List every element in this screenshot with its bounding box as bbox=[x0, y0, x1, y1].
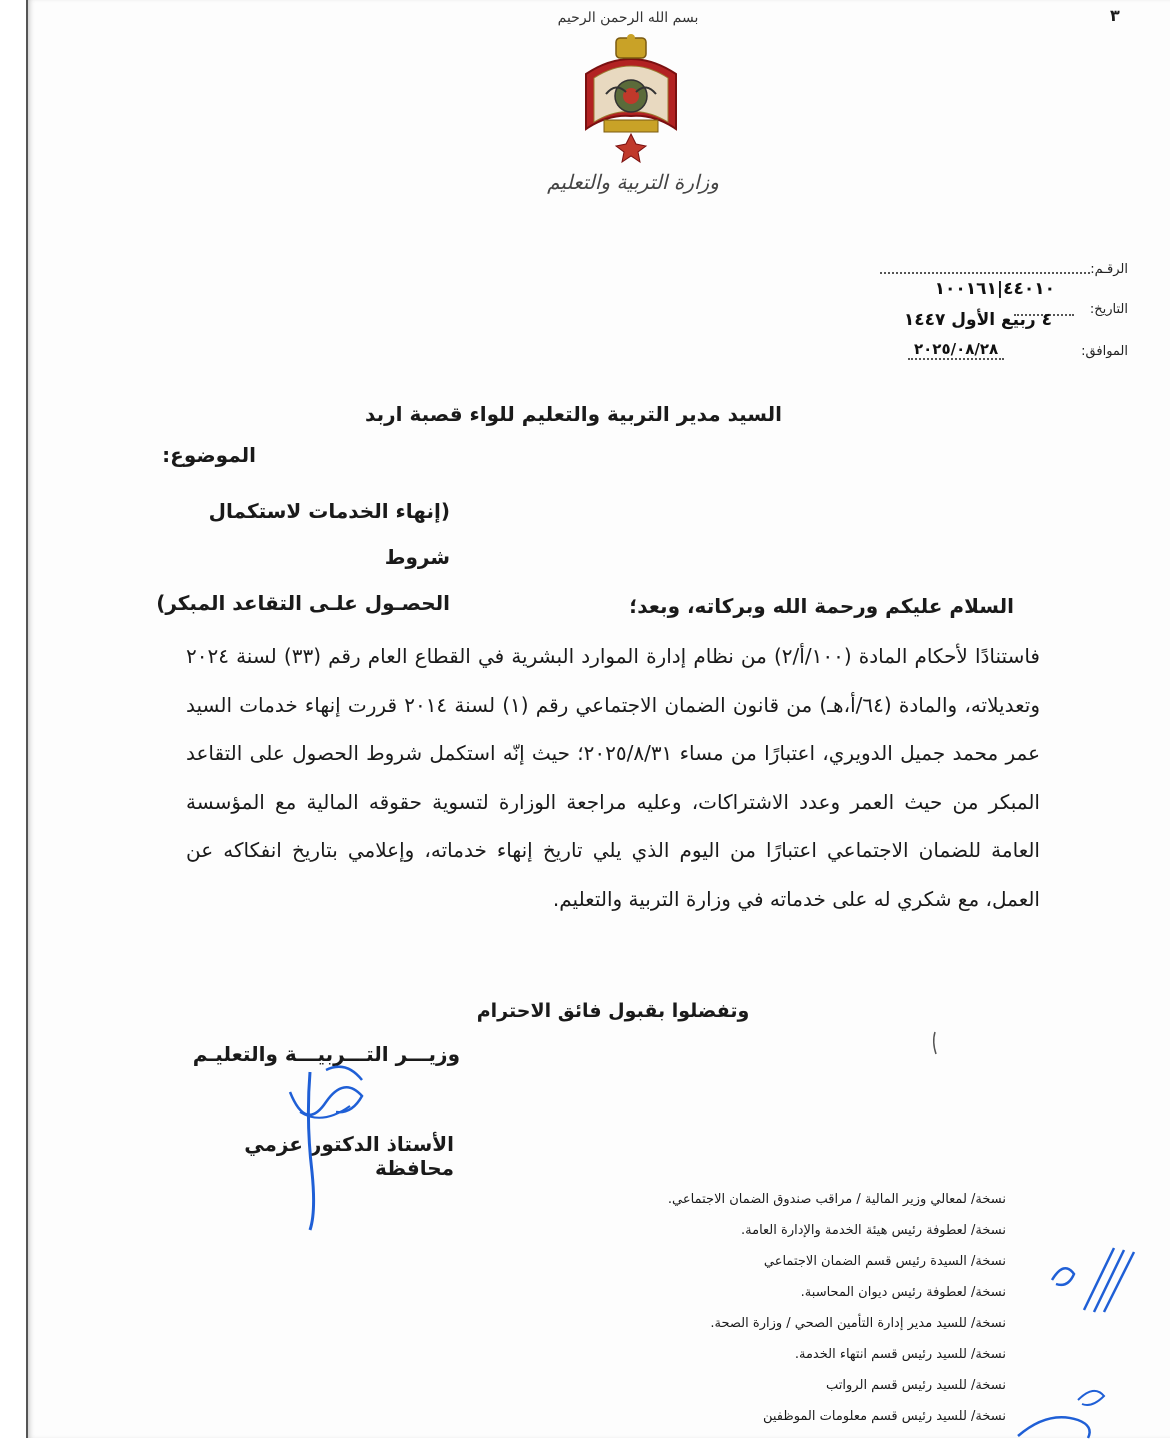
ministry-logo-text: وزارة التربية والتعليم bbox=[547, 170, 719, 194]
initials-signature-icon bbox=[1044, 1240, 1144, 1320]
pen-mark-icon bbox=[930, 1030, 940, 1056]
cc-list bbox=[586, 1184, 1006, 1432]
greeting: السلام عليكم ورحمة الله وبركاته، وبعد؛ bbox=[629, 594, 1014, 618]
closing: وتفضلوا بقبول فائق الاحترام bbox=[476, 1000, 750, 1022]
cc-item: نسخة/ لعطوفة رئيس ديوان المحاسبة. bbox=[800, 1285, 1006, 1300]
gregorian-date: ٢٠٢٥/٠٨/٢٨ bbox=[908, 340, 1004, 360]
subject bbox=[150, 488, 450, 626]
cc-item: نسخة/ للسيد رئيس قسم معلومات الموظفين bbox=[762, 1409, 1006, 1424]
basmala: بسم الله الرحمن الرحيم bbox=[557, 10, 699, 26]
cc-item: نسخة/ للسيد رئيس قسم الرواتب bbox=[826, 1378, 1006, 1393]
minister-signature-icon bbox=[266, 1062, 406, 1242]
cc-item: نسخة/ للسيد رئيس قسم انتهاء الخدمة. bbox=[794, 1347, 1006, 1362]
cc-item: نسخة/ لمعالي وزير المالية / مراقب صندوق الضمان الاجتماعي. bbox=[667, 1192, 1006, 1207]
corresponding-label: الموافق: bbox=[1081, 344, 1128, 359]
letter-page bbox=[26, 0, 1170, 1438]
cc-item: نسخة/ السيدة رئيس قسم الضمان الاجتماعي bbox=[763, 1254, 1006, 1269]
addressee: السيد مدير التربية والتعليم للواء قصبة اربد bbox=[365, 402, 782, 426]
ref-label: الرقـم: bbox=[1090, 262, 1128, 277]
subject-line-2: الحصـول علـى التقاعد المبكر) bbox=[156, 591, 450, 615]
royal-emblem-icon bbox=[576, 34, 686, 164]
ref-dots bbox=[880, 264, 1090, 274]
subject-line-1: (إنهاء الخدمات لاستكمال شروط bbox=[208, 499, 450, 569]
cc-item: نسخة/ لعطوفة رئيس هيئة الخدمة والإدارة العامة. bbox=[741, 1223, 1006, 1238]
date-label: التاريخ: bbox=[1089, 302, 1128, 317]
minister-title: وزيـــر التـــربيـــة والتعليـم bbox=[192, 1042, 460, 1066]
hijri-date: ٤ ربيع الأول ١٤٤٧ bbox=[903, 310, 1052, 330]
minister-name: الأستاذ الدكتور عزمي محافظة bbox=[244, 1132, 454, 1180]
subject-label: الموضوع: bbox=[162, 443, 256, 467]
page-number: ٣ bbox=[1110, 6, 1120, 25]
letter-body: فاستنادًا لأحكام المادة (١٠٠/أ/٢) من نظام إدارة الموارد البشرية في القطاع العام رقم (٣٣) لسنة ٢٠٢٤ وتعديلاته، والمادة (٦٤/أ،هـ) من قانون الضمان الاجتماعي رقم (١) لسنة ٢٠١٤ قررت إنهاء خدمات السيد عمر محمد جميل الدويري، اعتبارًا من مساء ٢٠٢٥/٨/٣١؛ حيث إنّه استكمل شروط الحصول على التقاعد المبكر من حيث العمر وعدد الاشتراكات، وعليه مراجعة الوزارة لتسوية حقوقه المالية مع المؤسسة العامة للضمان الاجتماعي اعتبارًا من اليوم الذي يلي تاريخ إنهاء خدماته، وإعلامي بتاريخ انفكاكه عن العمل، مع شكري له على خدماته في وزارة التربية والتعليم. bbox=[186, 644, 1040, 911]
initials-signature-2-icon bbox=[1008, 1380, 1118, 1440]
cc-item: نسخة/ للسيد مدير إدارة التأمين الصحي / وزارة الصحة. bbox=[710, 1316, 1006, 1331]
ref-number: ٤٤٠١٠|١٠٠١٦١ bbox=[934, 279, 1055, 299]
